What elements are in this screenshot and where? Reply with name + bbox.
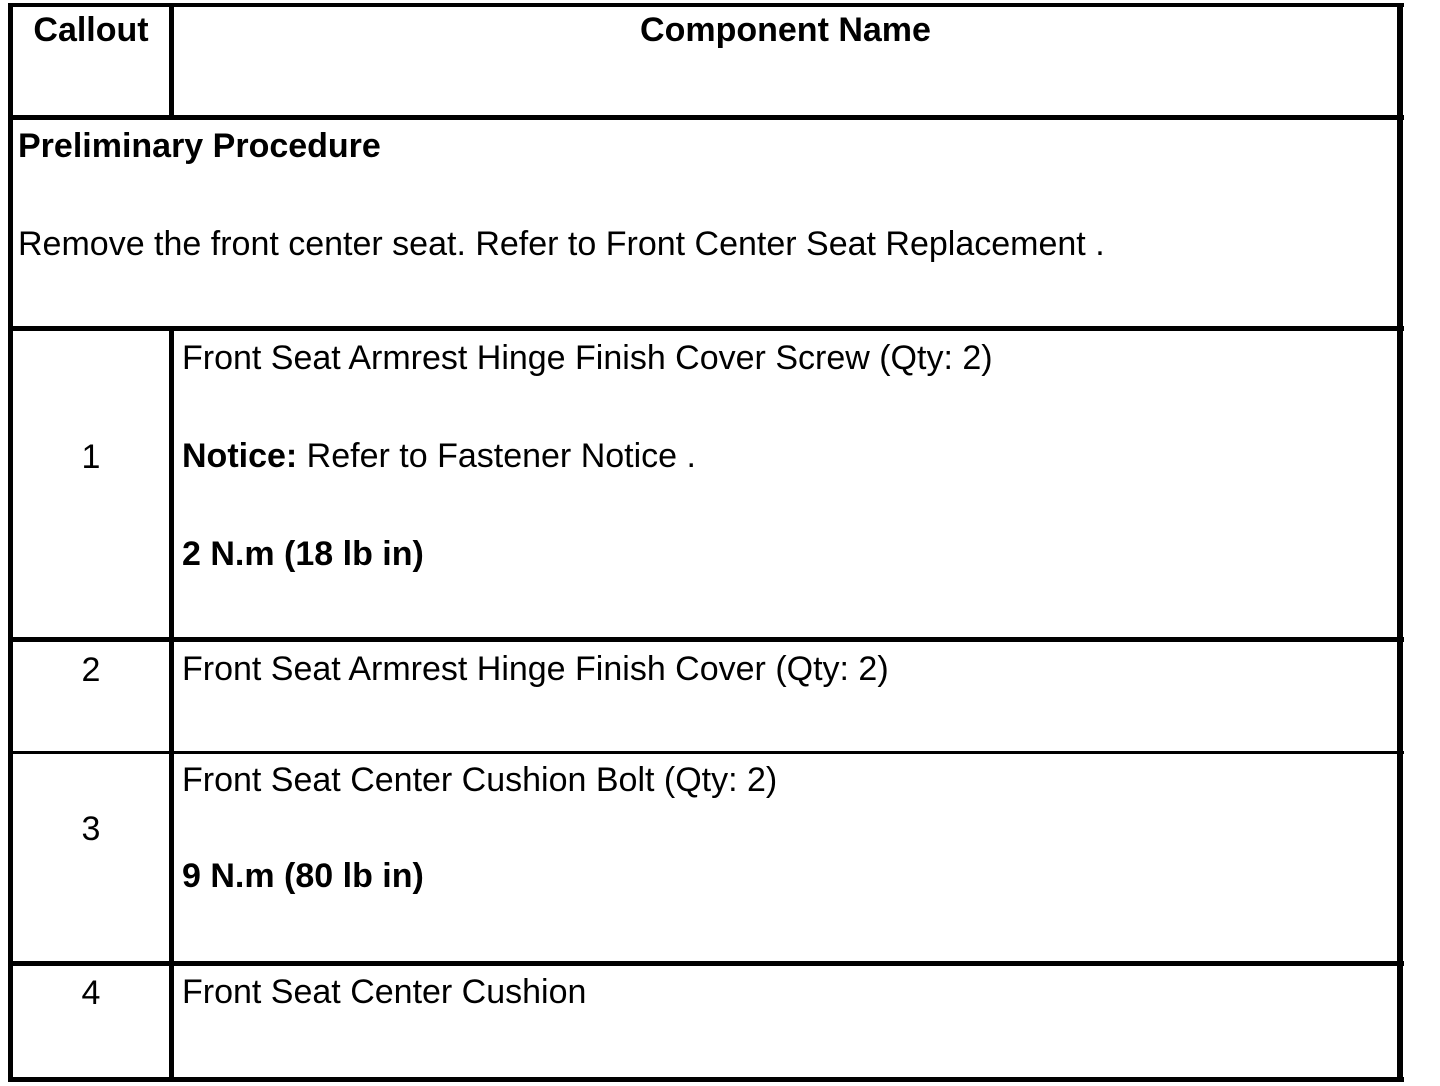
- preliminary-divider: [8, 326, 1404, 331]
- row-2-divider: [8, 751, 1404, 754]
- callout-number: 4: [81, 974, 101, 1012]
- component-name: Front Seat Center Cushion: [182, 973, 587, 1011]
- torque-spec: 9 N.m (80 lb in): [182, 857, 424, 895]
- component-name: Front Seat Armrest Hinge Finish Cover Screw (Qty: 2): [182, 339, 993, 377]
- header-divider: [8, 115, 1404, 120]
- notice-label: Notice:: [182, 437, 298, 475]
- component-name: Front Seat Armrest Hinge Finish Cover (Qty: 2): [182, 650, 889, 688]
- table-border-left: [8, 3, 13, 1082]
- torque-spec: 2 N.m (18 lb in): [182, 535, 424, 573]
- row-3-divider: [8, 961, 1404, 966]
- preliminary-procedure-text: Remove the front center seat. Refer to Front Center Seat Replacement .: [18, 225, 1105, 263]
- notice-text: Refer to Fastener Notice .: [297, 437, 696, 475]
- callout-number: 2: [81, 651, 101, 689]
- table-border-top: [8, 3, 1404, 7]
- component-name: Front Seat Center Cushion Bolt (Qty: 2): [182, 761, 778, 799]
- preliminary-procedure-heading: Preliminary Procedure: [18, 127, 381, 165]
- fastener-notice: [182, 436, 696, 476]
- table-border-bottom: [8, 1077, 1404, 1082]
- row-1-divider: [8, 637, 1404, 642]
- column-divider-body: [169, 329, 174, 1081]
- callout-number: 3: [81, 810, 101, 848]
- table-border-right: [1397, 3, 1403, 1082]
- callout-number: 1: [81, 438, 101, 476]
- component-name-column-header: Component Name: [640, 11, 931, 49]
- callout-column-header: Callout: [33, 11, 149, 49]
